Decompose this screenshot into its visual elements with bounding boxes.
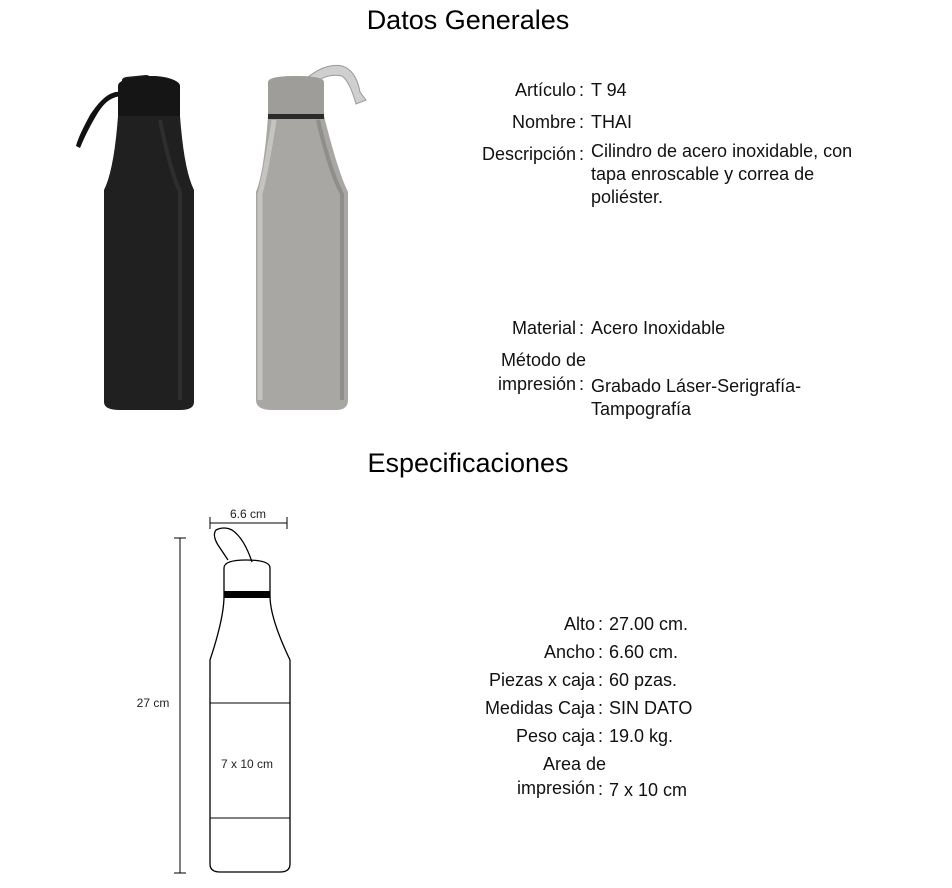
value-metodo-line-1: Grabado Láser-Serigrafía- bbox=[591, 376, 802, 396]
label-medidas: Medidas Caja bbox=[484, 698, 595, 718]
general-section-title: Datos Generales bbox=[366, 5, 570, 35]
value-descripcion-line-2: tapa enroscable y correa de bbox=[591, 164, 815, 184]
colon: : bbox=[579, 112, 585, 132]
label-material: Material bbox=[511, 318, 576, 338]
product-image bbox=[60, 60, 390, 420]
label-area-line-2: impresión bbox=[516, 778, 595, 798]
label-articulo: Artículo bbox=[514, 80, 576, 100]
label-metodo-line-2: impresión bbox=[497, 374, 576, 394]
value-descripcion-line-1: Cilindro de acero inoxidable, con bbox=[591, 141, 853, 161]
colon: : bbox=[579, 374, 585, 394]
colon: : bbox=[579, 80, 585, 100]
label-nombre: Nombre bbox=[511, 112, 576, 132]
value-peso: 19.0 kg. bbox=[609, 726, 674, 746]
colon: : bbox=[579, 318, 585, 338]
label-metodo-line-1: Método de bbox=[500, 350, 586, 370]
value-metodo-line-2: Tampografía bbox=[591, 399, 692, 419]
label-ancho: Ancho bbox=[543, 642, 595, 662]
label-descripcion: Descripción bbox=[481, 144, 576, 164]
silver-bottle bbox=[256, 65, 366, 410]
value-area: 7 x 10 cm bbox=[609, 780, 688, 800]
black-bottle bbox=[104, 75, 194, 410]
colon: : bbox=[598, 642, 604, 662]
label-area-line-1: Area de bbox=[542, 754, 606, 774]
value-ancho: 6.60 cm. bbox=[609, 642, 679, 662]
height-dimension-label: 27 cm bbox=[136, 696, 170, 710]
value-alto: 27.00 cm. bbox=[609, 614, 689, 634]
label-alto: Alto bbox=[563, 614, 595, 634]
value-medidas: SIN DATO bbox=[609, 698, 693, 718]
label-peso: Peso caja bbox=[515, 726, 595, 746]
bottle-strap-outline bbox=[214, 528, 252, 562]
value-material: Acero Inoxidable bbox=[591, 318, 726, 338]
colon: : bbox=[598, 698, 604, 718]
value-articulo: T 94 bbox=[591, 80, 627, 100]
colon: : bbox=[579, 144, 585, 164]
dimension-diagram bbox=[120, 500, 310, 885]
colon: : bbox=[598, 726, 604, 746]
colon: : bbox=[598, 670, 604, 690]
bottle-outline bbox=[210, 560, 290, 872]
label-piezas: Piezas x caja bbox=[488, 670, 595, 690]
value-piezas: 60 pzas. bbox=[609, 670, 678, 690]
value-descripcion-line-3: poliéster. bbox=[591, 187, 664, 207]
width-dimension-label: 6.6 cm bbox=[229, 507, 267, 521]
value-nombre: THAI bbox=[591, 112, 633, 132]
colon: : bbox=[598, 779, 604, 799]
print-area-label: 7 x 10 cm bbox=[220, 757, 274, 771]
colon: : bbox=[598, 614, 604, 634]
specs-section-title: Especificaciones bbox=[367, 448, 569, 478]
